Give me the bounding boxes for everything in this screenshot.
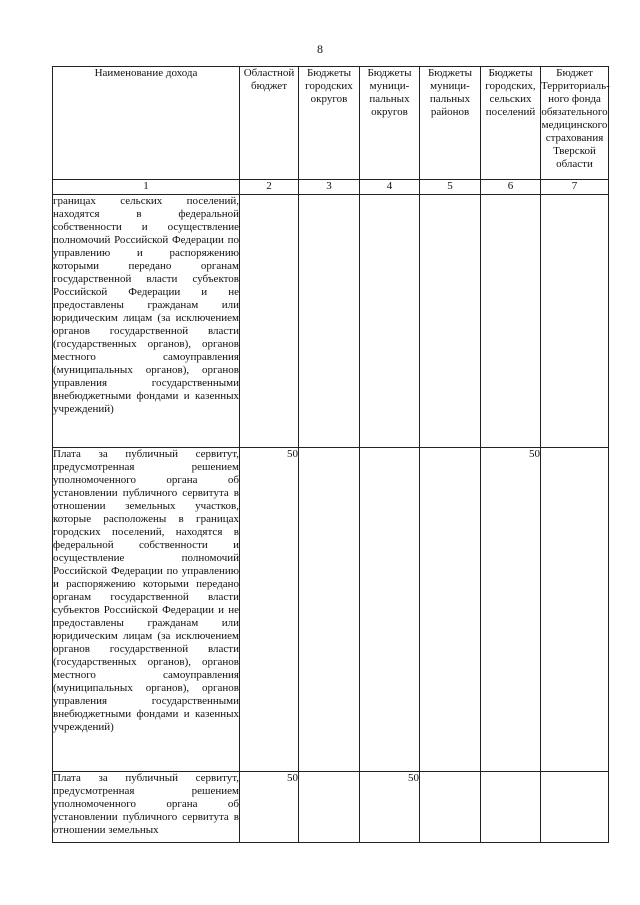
column-number: 6 xyxy=(481,180,541,195)
header-municipal-area-budgets: Бюджеты муници-пальных районов xyxy=(420,67,481,180)
table-row xyxy=(53,448,609,772)
header-regional-budget: Областной бюджет xyxy=(240,67,299,180)
value-cell xyxy=(299,195,360,448)
column-number: 3 xyxy=(299,180,360,195)
revenue-name-cell: Плата за публичный сервитут, предусмотренная решением уполномоченного органа об установлении публичного сервитута в отношении земельных участков, которые расположены в границах городских поселений, находятся в федеральной собственности и осуществление полномочий Российской Федерации по управлению и распоряжению которыми передано органам государственной власти субъектов Российской Федерации и не предоставлены гражданам или юридическим лицам (за исключением органов государственной власти (государственных органов), органов местного самоуправления (муниципальных органов), органов управления государственными внебюджетными фондами и казенных учреждений) xyxy=(53,448,240,772)
value-cell xyxy=(481,772,541,843)
value-cell xyxy=(299,772,360,843)
value-cell xyxy=(420,772,481,843)
column-number: 2 xyxy=(240,180,299,195)
table-row xyxy=(53,195,609,448)
value-cell xyxy=(481,195,541,448)
header-city-district-budgets: Бюджеты городских округов xyxy=(299,67,360,180)
page-number: 8 xyxy=(317,42,323,56)
header-municipal-district-budgets: Бюджеты муници-пальных округов xyxy=(360,67,420,180)
value-cell xyxy=(360,448,420,772)
table-row xyxy=(53,772,609,843)
column-number: 1 xyxy=(53,180,240,195)
header-revenue-name: Наименование дохода xyxy=(53,67,240,180)
value-cell: 50 xyxy=(360,772,420,843)
value-cell: 50 xyxy=(240,448,299,772)
value-cell xyxy=(360,195,420,448)
value-cell xyxy=(240,195,299,448)
column-number: 4 xyxy=(360,180,420,195)
column-number: 7 xyxy=(541,180,609,195)
header-health-insurance-fund-budget: Бюджет Территориаль-ного фонда обязательного медицинского страхования Тверской области xyxy=(541,67,609,180)
revenue-name-cell: границах сельских поселений, находятся в федеральной собственности и осуществление полномочий Российской Федерации по управлению и распоряжению которыми передано органам государственной власти субъектов Российской Федерации и не предоставлены гражданам или юридическим лицам (за исключением органов государственной власти (государственных органов), органов местного самоуправления (муниципальных органов), органов управления государственными внебюджетными фондами и казенных учреждений) xyxy=(53,195,240,448)
value-cell: 50 xyxy=(481,448,541,772)
value-cell: 50 xyxy=(240,772,299,843)
value-cell xyxy=(541,772,609,843)
column-number: 5 xyxy=(420,180,481,195)
revenue-name-cell: Плата за публичный сервитут, предусмотренная решением уполномоченного органа об установлении публичного сервитута в отношении земельных xyxy=(53,772,240,843)
header-settlement-budgets: Бюджеты городских, сельских поселений xyxy=(481,67,541,180)
value-cell xyxy=(420,448,481,772)
budget-revenue-table xyxy=(52,66,609,843)
value-cell xyxy=(541,195,609,448)
value-cell xyxy=(299,448,360,772)
column-number-row xyxy=(53,180,609,195)
table-header-row xyxy=(53,67,609,180)
value-cell xyxy=(541,448,609,772)
value-cell xyxy=(420,195,481,448)
